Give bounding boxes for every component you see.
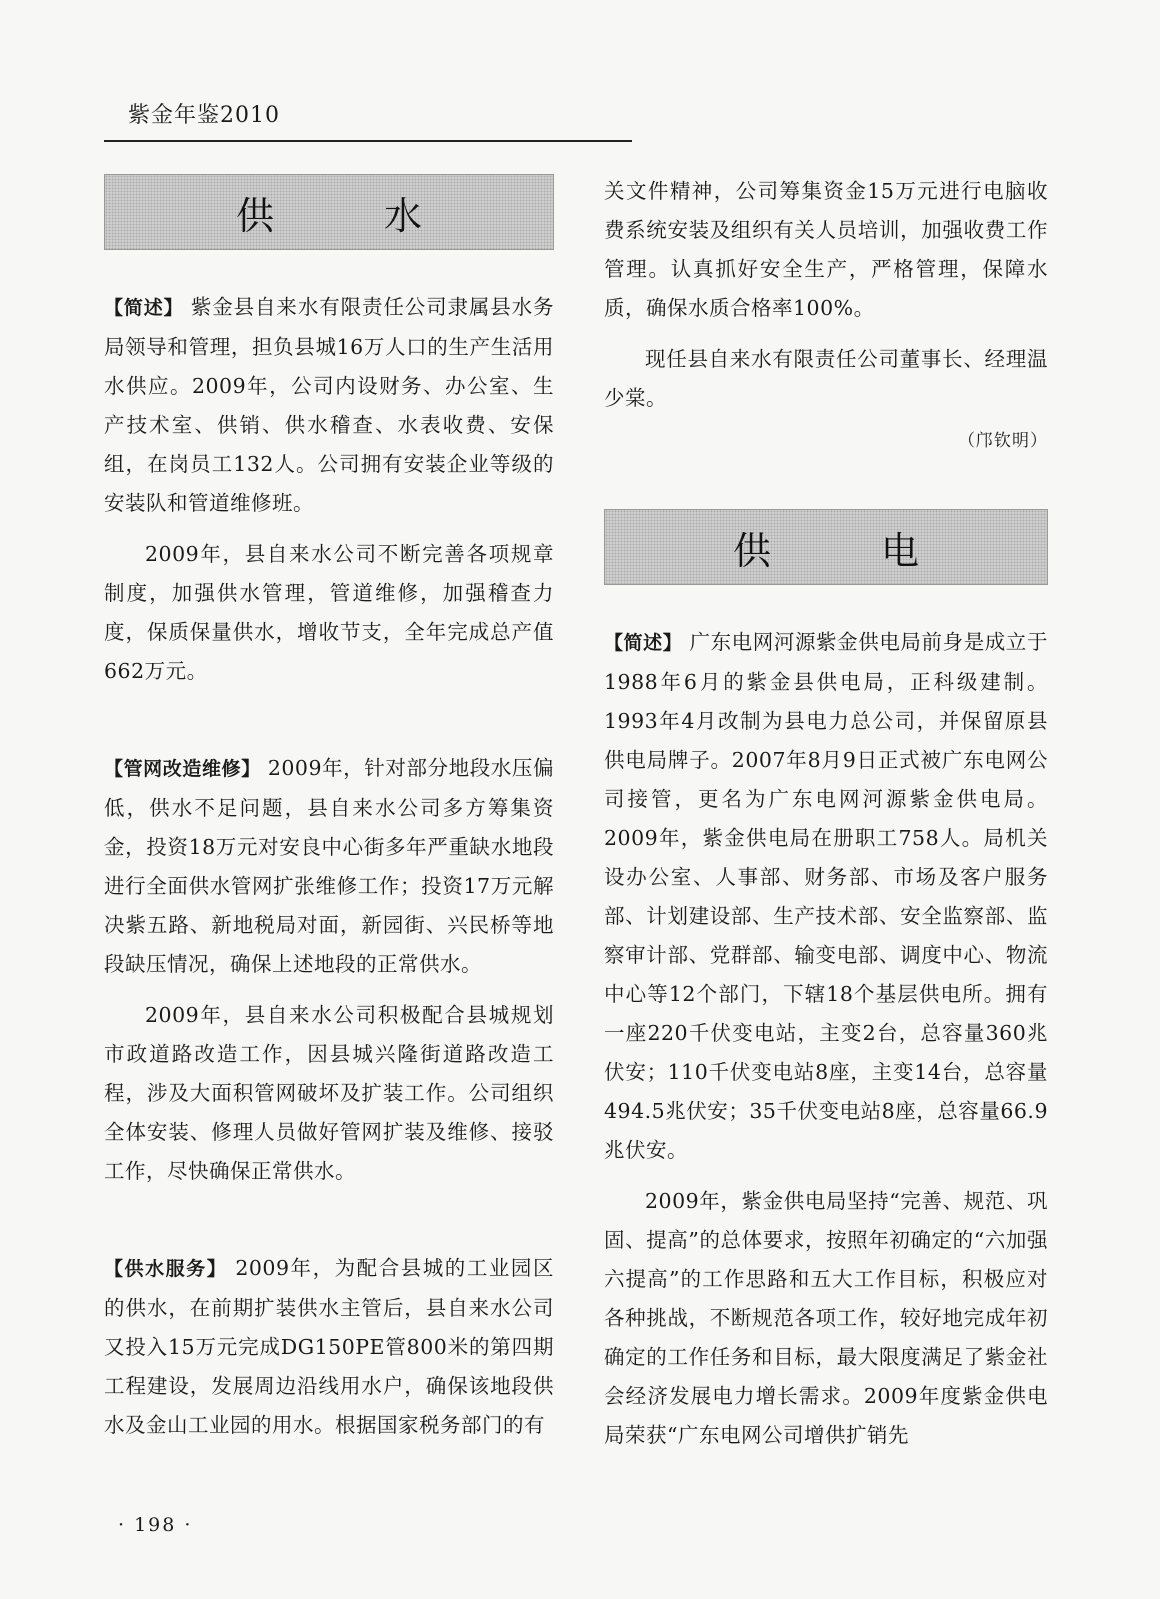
paragraph <box>104 749 554 984</box>
paragraph: 现任县自来水有限责任公司董事长、经理温少棠。 <box>604 347 1048 410</box>
running-title: 紫金年鉴2010 <box>128 103 280 128</box>
entry-tag: 【简述】 <box>604 632 683 654</box>
page-number: · 198 · <box>118 1514 193 1536</box>
left-column <box>104 174 554 1483</box>
paragraph-text: 2009年，为配合县城的工业园区的供水，在前期扩装供水主管后，县自来水公司又投入15万元完成DG150PE管800米的第四期工程建设，发展周边沿线用水户，确保该地段供水及金山工业园的用水。根据国家税务部门的有 <box>104 1256 554 1437</box>
section-title-power: 供电 <box>604 509 1048 585</box>
entry-tag: 【管网改造维修】 <box>104 758 261 780</box>
paragraph: 2009年，紫金供电局坚持“完善、规范、巩固、提高”的总体要求，按照年初确定的“六加强六提高”的工作思路和五大工作目标，积极应对各种挑战，不断规范各项工作，较好地完成年初确定的工作任务和目标，最大限度满足了紫金社会经济发展电力增长需求。2009年度紫金供电局荣获“广东电网公司增供扩销先 <box>604 1189 1048 1447</box>
paragraph-continued: 关文件精神，公司筹集资金15万元进行电脑收费系统安装及组织有关人员培训，加强收费工作管理。认真抓好安全生产，严格管理，保障水质，确保水质合格率100%。 <box>604 179 1048 320</box>
paragraph <box>104 1249 554 1483</box>
author-signature: （邝钦明） <box>958 431 1048 451</box>
section-title-water: 供水 <box>104 174 554 250</box>
paragraph: 2009年，县自来水公司不断完善各项规章制度，加强供水管理，管道维修，加强稽查力度，保质保量供水，增收节支，全年完成总产值662万元。 <box>104 542 554 683</box>
paragraph: 2009年，县自来水公司积极配合县城规划市政道路改造工作，因县城兴隆街道路改造工程，涉及大面积管网破坏及扩装工作。公司组织全体安装、修理人员做好管网扩装及维修、接驳工作，尽快确保正常供水。 <box>104 1003 554 1183</box>
paragraph-text: 紫金县自来水有限责任公司隶属县水务局领导和管理，担负县城16万人口的生产生活用水供应。2009年，公司内设财务、办公室、生产技术室、供销、供水稽查、水表收费、安保组，在岗员工132人。公司拥有安装企业等级的安装队和管道维修班。 <box>104 295 554 515</box>
paragraph <box>104 288 554 523</box>
paragraph <box>604 623 1048 1170</box>
paragraph-text: 广东电网河源紫金供电局前身是成立于1988年6月的紫金县供电局，正科级建制。1993年4月改制为县电力总公司，并保留原县供电局牌子。2007年8月9日正式被广东电网公司接管，更名为广东电网河源紫金供电局。2009年，紫金供电局在册职工758人。局机关设办公室、人事部、财务部、市场及客户服务部、计划建设部、生产技术部、安全监察部、监察审计部、党群部、输变电部、调度中心、物流中心等12个部门，下辖18个基层供电所。拥有一座220千伏变电站，主变2台，总容量360兆伏安；110千伏变电站8座，主变14台，总容量494.5兆伏安；35千伏变电站8座，总容量66.9兆伏安。 <box>604 630 1048 1162</box>
paragraph-text: 2009年，针对部分地段水压偏低，供水不足问题，县自来水公司多方筹集资金，投资18万元对安良中心街多年严重缺水地段进行全面供水管网扩张维修工作；投资17万元解决紫五路、新地税局对面，新园街、兴民桥等地段缺压情况，确保上述地段的正常供水。 <box>104 756 554 976</box>
entry-tag: 【供水服务】 <box>104 1258 228 1280</box>
header-rule <box>104 140 632 142</box>
entry-tag: 【简述】 <box>104 297 184 319</box>
right-column <box>604 172 1048 1455</box>
